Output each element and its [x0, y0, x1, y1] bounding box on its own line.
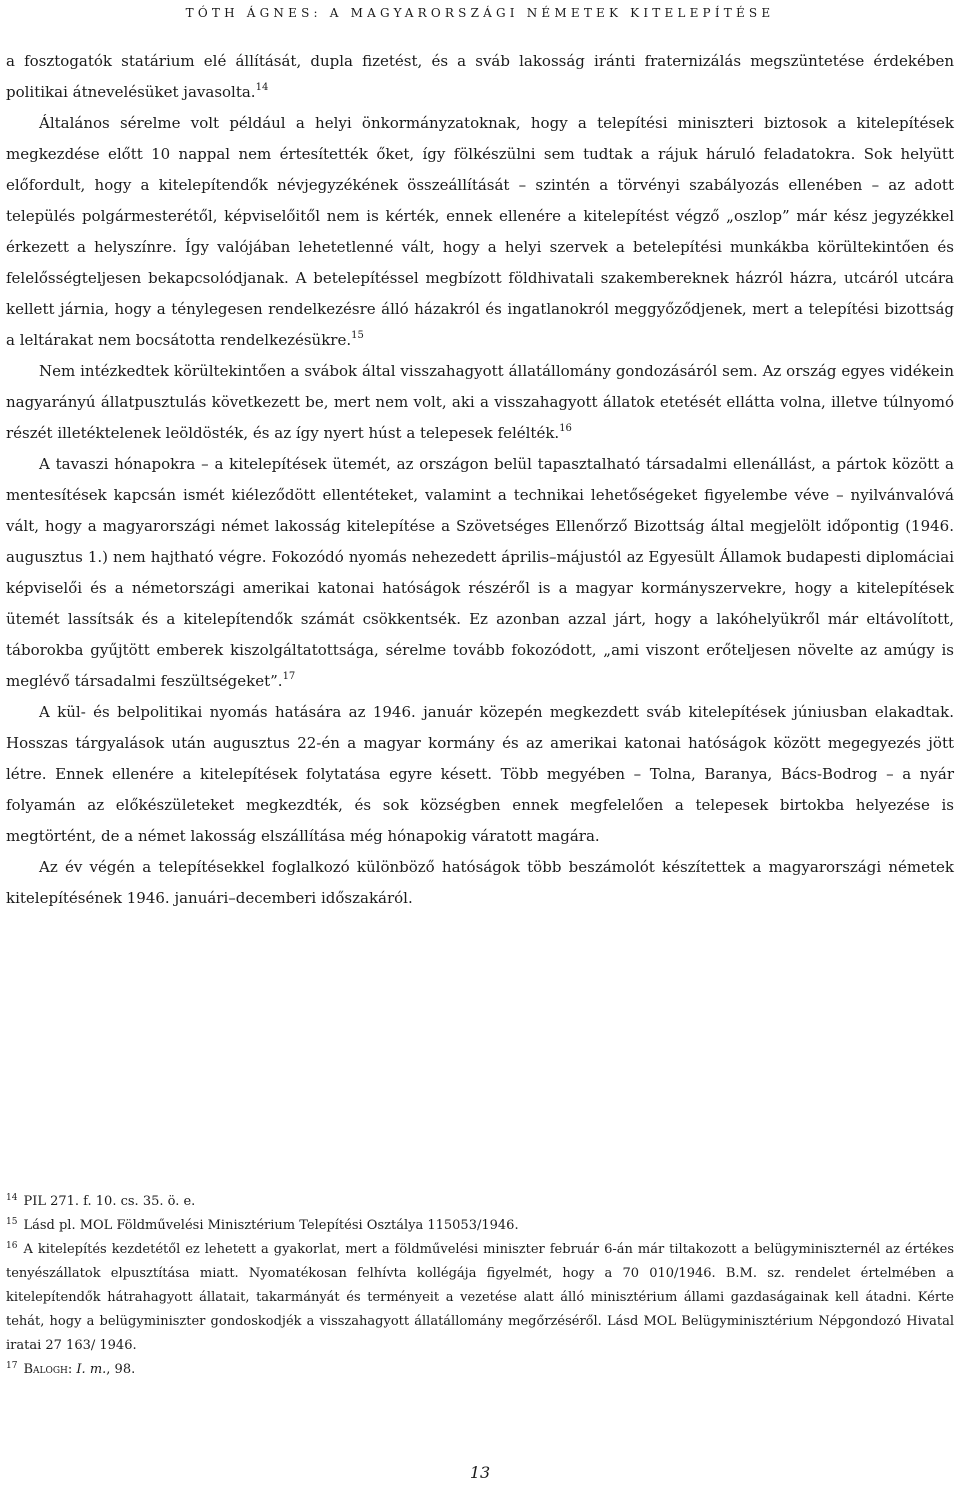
footnote-number: 17 — [6, 1361, 18, 1371]
footnote-number: 15 — [6, 1217, 18, 1227]
footnote-text: , 98. — [106, 1362, 136, 1377]
paragraph — [6, 46, 954, 108]
footnote-text: A kitelepítés kezdetétől ez lehetett a gyakorlat, mert a földművelési miniszter február 6-án már tiltakozott a belügyminiszternél az értékes tenyészállatok elpusztítása miatt. Nyomatékosan felhívta kollégája figyelmét, hogy a 70 010/1946. B.M. sz. rendelet értelmében a kitelepítendők hátrahagyott állatait, takarmányát és terményeit a vezetése alatt álló minisztérium állami gazdaságainak kell átadni. Kérte tehát, hogy a belügyminiszter gondoskodjék a visszahagyott állatállomány megőrzéséről. Lásd MOL Belügyminisztérium Népgondozó Hivatal iratai 27 163/ 1946. — [6, 1242, 954, 1353]
paragraph — [6, 449, 954, 697]
footnote — [6, 1214, 954, 1238]
paragraph-text: Nem intézkedtek körültekintően a svábok által visszahagyott állatállomány gondozásáról sem. Az ország egyes vidékein nagyarányú állatpusztulás következett be, mert nem volt, aki a visszahagyott állatok etetését ellátta volna, illetve túlnyomó részét illetéktelenek leöldösték, és az így nyert húst a telepesek felélték. — [6, 362, 954, 442]
footnote-author: Balogh — [23, 1362, 68, 1377]
footnote-number: 14 — [6, 1193, 18, 1203]
footnote-text: PIL 271. f. 10. cs. 35. ö. e. — [23, 1194, 196, 1209]
footnote-ref[interactable]: 17 — [282, 671, 296, 682]
footnote-ref[interactable]: 16 — [559, 423, 572, 434]
paragraph — [6, 697, 954, 852]
footnote-separator: : — [67, 1362, 77, 1377]
footnotes — [6, 1190, 954, 1382]
footnote — [6, 1190, 954, 1214]
paragraph-text: Az év végén a telepítésekkel foglalkozó különböző hatóságok több beszámolót készítettek a magyarországi németek kitelepítésének 1946. januári–decemberi időszakáról. — [6, 858, 954, 907]
footnote-ref[interactable]: 14 — [255, 82, 269, 93]
footnote-work: I. m. — [76, 1362, 107, 1377]
paragraph-text: Általános sérelme volt például a helyi önkormányzatoknak, hogy a telepítési miniszteri biztosok a kitelepítések megkezdése előtt 10 nappal nem értesítették őket, így fölkészülni sem tudtak a rájuk háruló feladatokra. Sok helyütt előfordult, hogy a kitelepítendők névjegyzékének összeállítását – szintén a törvényi szabályozás ellenében – az adott település polgármesterétől, képviselőitől nem is kérték, ennek ellenére a kitelepítést végző „oszlop” már kész jegyzékkel érkezett a helyszínre. Így valójában lehetetlenné vált, hogy a helyi szervek a betelepítési munkákba körültekintően és felelősségteljesen bekapcsolódjanak. A betelepítéssel megbízott földhivatali szakembereknek házról házra, utcáról utcára kellett járnia, hogy a ténylegesen rendelkezésre álló házakról és ingatlanokról meggyőződjenek, mert a telepítési bizottság a leltárakat nem bocsátotta rendelkezésükre. — [6, 114, 954, 349]
footnote — [6, 1238, 954, 1358]
paragraph-text: a fosztogatók statárium elé állítását, dupla fizetést, és a sváb lakosság iránti fraternizálás megszüntetése érdekében politikai átnevelésüket javasolta. — [6, 52, 954, 101]
footnote-number: 16 — [6, 1241, 18, 1251]
footnote-text: Lásd pl. MOL Földművelési Minisztérium Telepítési Osztálya 115053/1946. — [23, 1218, 519, 1233]
paragraph — [6, 852, 954, 914]
paragraph — [6, 108, 954, 356]
paragraph-text: A kül- és belpolitikai nyomás hatására az 1946. január közepén megkezdett sváb kitelepítések júniusban elakadtak. Hosszas tárgyalások után augusztus 22-én a magyar kormány és az amerikai katonai hatóságok között megegyezés jött létre. Ennek ellenére a kitelepítések folytatása egyre késett. Több megyében – Tolna, Baranya, Bács-Bodrog – a nyár folyamán az előkészületeket megkezdték, és sok községben ennek megfelelően a telepesek birtokba helyezése is megtörtént, de a német lakosság elszállítása még hónapokig váratott magára. — [6, 703, 954, 845]
main-text — [6, 46, 954, 914]
paragraph — [6, 356, 954, 449]
footnote — [6, 1358, 954, 1382]
running-head: TÓTH ÁGNES: A MAGYARORSZÁGI NÉMETEK KITELEPÍTÉSE — [185, 6, 775, 20]
footnote-ref[interactable]: 15 — [351, 330, 364, 341]
page-number: 13 — [469, 1463, 491, 1482]
paragraph-text: A tavaszi hónapokra – a kitelepítések ütemét, az országon belül tapasztalható társadalmi ellenállást, a pártok között a mentesítések kapcsán ismét kiéleződött ellentéteket, valamint a technikai lehetőségeket figyelembe véve – nyilvánvalóvá vált, hogy a magyarországi német lakosság kitelepítése a Szövetséges Ellenőrző Bizottság által megjelölt időpontig (1946. augusztus 1.) nem hajtható végre. Fokozódó nyomás nehezedett április–májustól az Egyesült Államok budapesti diplomáciai képviselői és a németországi amerikai katonai hatóságok részéről is a magyar kormányszervekre, hogy a kitelepítések ütemét lassítsák és a kitelepítendők számát csökkentsék. Ez azonban azzal járt, hogy a lakóhelyükről már eltávolított, táborokba gyűjtött emberek kiszolgáltatottsága, sérelme tovább fokozódott, „ami viszont erőteljesen növelte az amúgy is meglévő társadalmi feszültségeket”. — [6, 455, 954, 690]
